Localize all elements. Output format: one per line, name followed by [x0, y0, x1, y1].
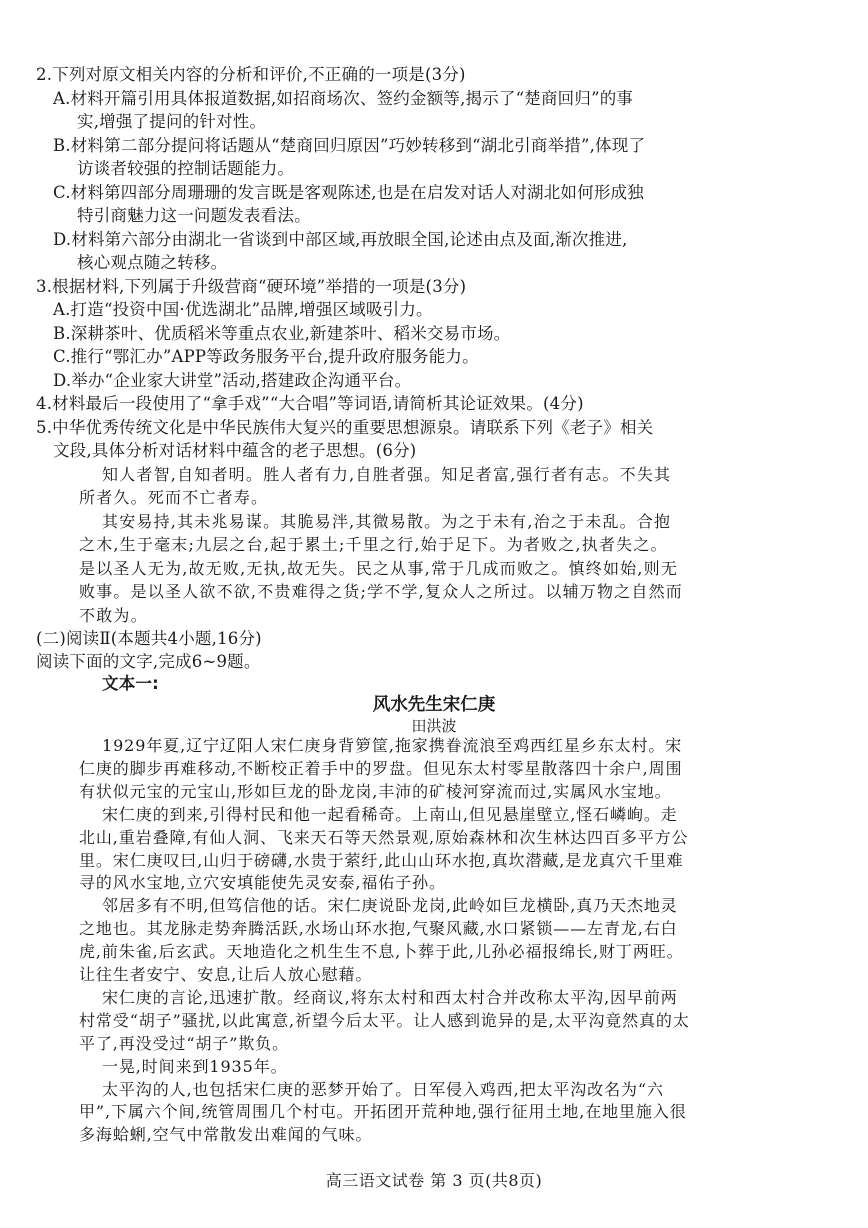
story-line: 平了,再没受过“胡子”欺负。: [79, 1034, 290, 1053]
question-3-stem: 3.根据材料,下列属于升级营商“硬环境”举措的一项是(3分): [36, 277, 467, 296]
q3-option-a: A.打造“投资中国·优选湖北”品牌,增强区域吸引力。: [53, 300, 433, 319]
page-footer: 高三语文试卷 第 3 页(共8页): [325, 1171, 543, 1190]
q3-option-d: D.举办“企业家大讲堂”活动,搭建政企沟通平台。: [53, 371, 412, 390]
story-line: 邻居多有不明,但笃信他的话。宋仁庚说卧龙岗,此岭如巨龙横卧,真乃天杰地灵: [102, 896, 678, 915]
story-author: 田洪波: [411, 717, 457, 735]
question-4-stem: 4.材料最后一段使用了“拿手戏”“大合唱”等词语,请简析其论证效果。(4分): [36, 394, 584, 413]
q2-option-c-line1: C.材料第四部分周珊珊的发言既是客观陈述,也是在启发对话人对湖北如何形成独: [53, 183, 644, 202]
q3-option-c: C.推行“鄂汇办”APP等政务服务平台,提升政府服务能力。: [53, 347, 479, 366]
q2-option-a-line2: 实,增强了提问的针对性。: [77, 112, 267, 131]
question-5-stem-line2: 文段,具体分析对话材料中蕴含的老子思想。(6分): [53, 441, 417, 460]
laozi-passage-2-line5: 不敢为。: [79, 606, 148, 625]
laozi-passage-1-line2: 所者久。死而不亡者寿。: [79, 488, 269, 507]
laozi-passage-2-line4: 败事。是以圣人欲不欲,不贵难得之货;学不学,复众人之所过。以辅万物之自然而: [79, 582, 683, 601]
q2-option-d-line1: D.材料第六部分由湖北一省谈到中部区域,再放眼全国,论述由点及面,渐次推进,: [53, 230, 628, 249]
q2-option-b-line2: 访谈者较强的控制话题能力。: [77, 159, 295, 178]
story-line: 宋仁庚的到来,引得村民和他一起看稀奇。上南山,但见悬崖壁立,怪石嶙峋。走: [102, 805, 678, 824]
question-2-stem: 2.下列对原文相关内容的分析和评价,不正确的一项是(3分): [36, 65, 466, 84]
text-one-label: 文本一:: [102, 674, 159, 693]
q2-option-a-line1: A.材料开篇引用具体报道数据,如招商场次、签约金额等,揭示了“楚商回归”的事: [53, 89, 634, 108]
story-line: 寻的风水宝地,立穴安填能使先灵安泰,福佑子孙。: [79, 873, 446, 892]
question-5-stem-line1: 5.中华优秀传统文化是中华民族伟大复兴的重要思想源泉。请联系下列《老子》相关: [36, 418, 654, 437]
laozi-passage-2-line2: 之木,生于毫末;九层之台,起于累土;千里之行,始于足下。为者败之,执者失之。: [79, 535, 668, 554]
story-line: 一晃,时间来到1935年。: [102, 1057, 288, 1076]
story-line: 里。宋仁庚叹曰,山归于磅礴,水贵于萦纡,此山山环水抱,真坎潜藏,是龙真穴千里难: [79, 851, 684, 870]
section-instruction: 阅读下面的文字,完成6~9题。: [36, 652, 261, 671]
laozi-passage-2-line1: 其安易持,其未兆易谋。其脆易泮,其微易散。为之于未有,治之于未乱。合抱: [102, 512, 672, 531]
q2-option-d-line2: 核心观点随之转移。: [77, 253, 228, 272]
q3-option-b: B.深耕茶叶、优质稻米等重点农业,新建茶叶、稻米交易市场。: [53, 324, 511, 343]
story-line: 之地也。其龙脉走势奔腾活跃,水场山环水抱,气聚风藏,水口紧锁——左青龙,右白: [79, 919, 678, 938]
story-line: 北山,重岩叠障,有仙人洞、飞来天石等天然景观,原始森林和次生林达四百多平方公: [79, 828, 689, 847]
story-line: 太平沟的人,也包括宋仁庚的恶梦开始了。日军侵入鸡西,把太平沟改名为“六: [102, 1080, 664, 1099]
story-line: 村常受“胡子”骚扰,以此寓意,祈望今后太平。让人感到诡异的是,太平沟竟然真的太: [79, 1011, 690, 1030]
laozi-passage-1-line1: 知人者智,自知者明。胜人者有力,自胜者强。知足者富,强行者有志。不失其: [102, 465, 672, 484]
story-line: 1929年夏,辽宁辽阳人宋仁庚身背箩筐,拖家携眷流浪至鸡西红星乡东太村。宋: [102, 736, 683, 755]
story-line: 虎,前朱雀,后玄武。天地造化之机生生不息,卜葬于此,儿孙必福报绵长,财丁两旺。: [79, 942, 684, 961]
q2-option-b-line1: B.材料第二部分提问将话题从“楚商回归原因”巧妙转移到“湖北引商举措”,体现了: [53, 136, 646, 155]
story-line: 有状似元宝的元宝山,形如巨龙的卧龙岗,丰沛的矿棱河穿流而过,实属风水宝地。: [79, 782, 672, 801]
story-line: 多海蛤蜊,空气中常散发出难闻的气味。: [79, 1125, 373, 1144]
story-line: 仁庚的脚步再难移动,不断校正着手中的罗盘。但见东太村零星散落四十余户,周围: [79, 759, 683, 778]
q2-option-c-line2: 特引商魅力这一问题发表看法。: [77, 206, 311, 225]
story-line: 宋仁庚的言论,迅速扩散。经商议,将东太村和西太村合并改称太平沟,因早前两: [102, 988, 678, 1007]
story-line: 甲”,下属六个间,统管周围几个村屯。开拓团开荒种地,强行征用土地,在地里施入很: [79, 1102, 687, 1121]
story-title: 风水先生宋仁庚: [372, 695, 496, 715]
section-heading: (二)阅读Ⅱ(本题共4小题,16分): [36, 629, 262, 648]
laozi-passage-2-line3: 是以圣人无为,故无败,无执,故无失。民之从事,常于几成而败之。慎终如始,则无: [79, 559, 679, 578]
story-line: 让往生者安宁、安息,让后人放心慰藉。: [79, 965, 373, 984]
